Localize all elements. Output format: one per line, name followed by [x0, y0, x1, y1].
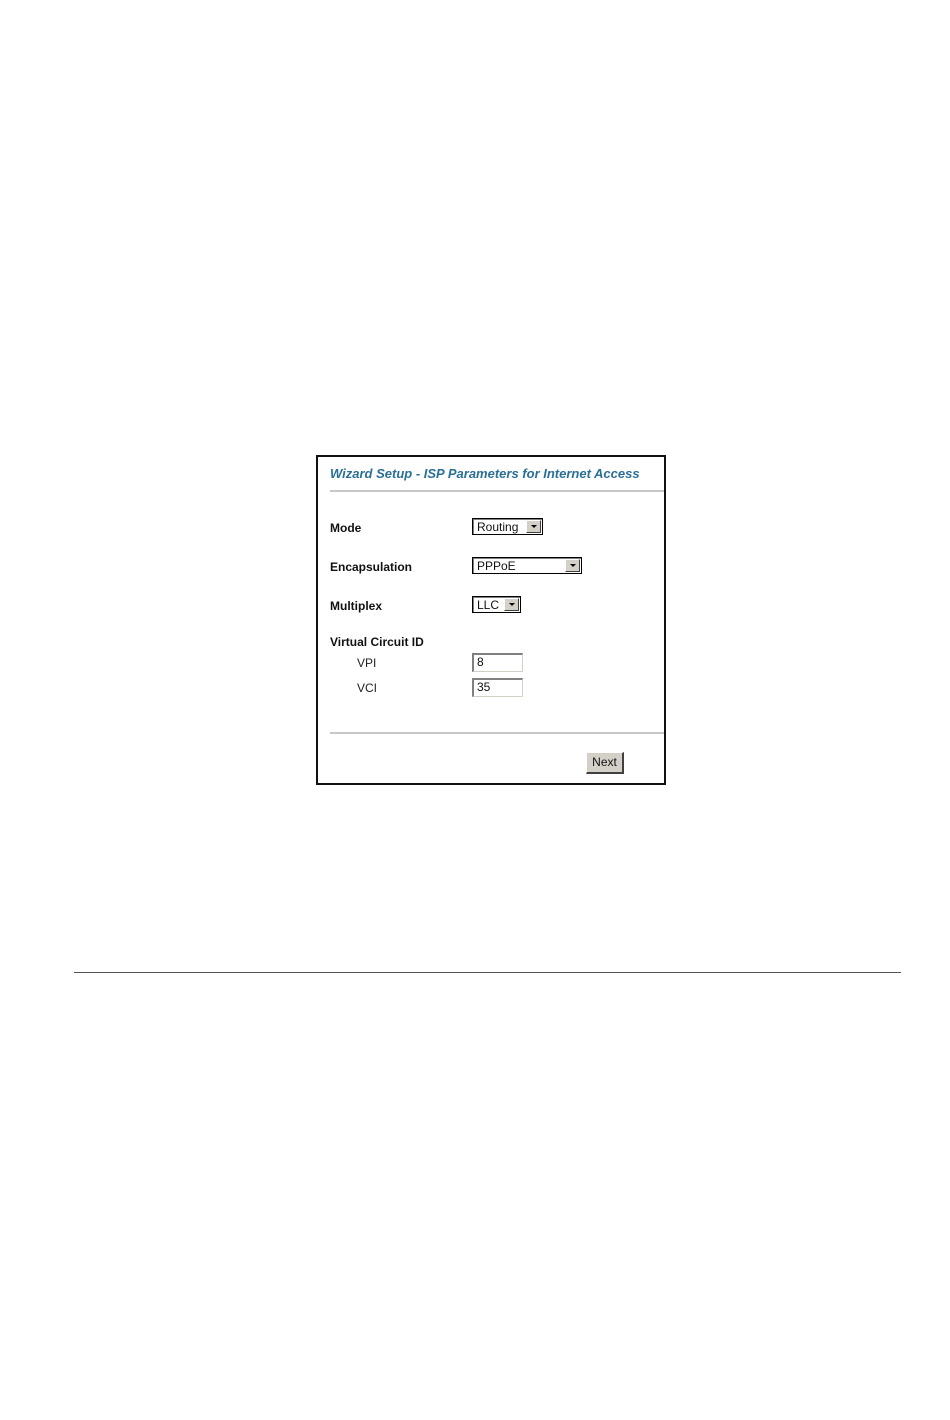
- footer-divider: [330, 732, 664, 734]
- mode-select-value: Routing: [477, 520, 519, 534]
- chevron-down-icon[interactable]: [565, 559, 580, 572]
- vci-label: VCI: [357, 681, 378, 695]
- encapsulation-select[interactable]: [472, 557, 582, 574]
- mode-select[interactable]: [472, 518, 543, 535]
- wizard-panel: [316, 455, 666, 785]
- chevron-down-icon[interactable]: [504, 598, 519, 611]
- virtual-circuit-label: Virtual Circuit ID: [330, 635, 424, 649]
- next-button[interactable]: Next: [586, 752, 624, 774]
- multiplex-label: Multiplex: [330, 599, 383, 613]
- encapsulation-select-value: PPPoE: [477, 559, 516, 573]
- multiplex-select[interactable]: [472, 596, 521, 613]
- mode-label: Mode: [330, 521, 362, 535]
- title-divider: [330, 490, 664, 492]
- vpi-label: VPI: [357, 656, 377, 670]
- chevron-down-icon[interactable]: [526, 520, 541, 533]
- page-divider: [74, 972, 901, 973]
- vci-input[interactable]: 35: [472, 678, 523, 697]
- encapsulation-label: Encapsulation: [330, 560, 413, 574]
- panel-title: Wizard Setup - ISP Parameters for Internet Access: [330, 466, 640, 481]
- multiplex-select-value: LLC: [477, 598, 500, 612]
- vpi-input[interactable]: 8: [472, 653, 523, 672]
